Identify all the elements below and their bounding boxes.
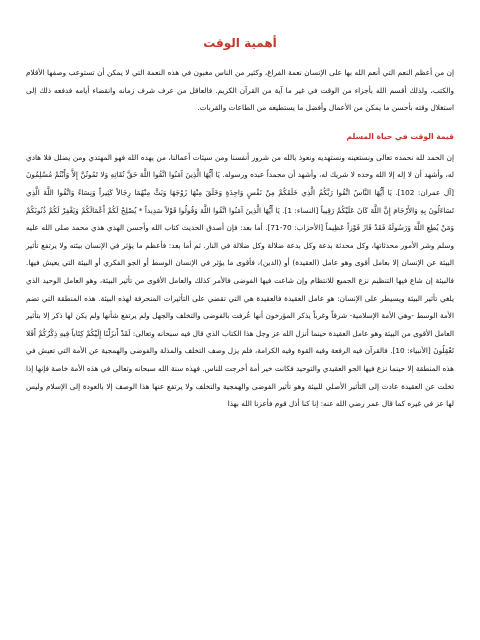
intro-paragraph: إن من أعظم النعم التي أنعم الله بها على الإنسان نعمة الفراغ، وكثير من الناس مغبون في هذه النعمة التي لا يمكن أن تستوعب وصفها الأقلام والكتب، ولذلك أقسم الله بأجزاء من الوقت في غير ما آية من القرآن الكريم. فالعاقل من عرف شرف زمانه وانقضاء أيامه فدفعه ذلك إلى استغلال وقته بأحسن ما يمكن من الأعمال وأفضل ما يستطيعه من الطاعات والقربات. bbox=[26, 68, 454, 113]
section-heading: قيمة الوقت في حياة المسلم bbox=[346, 131, 454, 141]
document-title: أهمية الوقت bbox=[203, 36, 277, 50]
body-paragraph: إن الحمد لله نحمده تعالى ونستعينه ونستهديه ونعوذ بالله من شرور أنفسنا ومن سيئات أعمالنا، من يهده الله فهو المهتدي ومن يضلل فلا هادي له، وأشهد أن لا إله إلا الله وحده لا شريك له، وأشهد أن محمداً عبده ورسوله. يَا أَيُّهَا الَّذِينَ آمَنُوا اتَّقُوا اللَّهَ حَقَّ تُقَاتِهِ وَلا تَمُوتُنَّ إِلاَّ وَأَنْتُمْ مُسْلِمُونَ [آل عمران: 102]. يَا أَيُّهَا النَّاسُ اتَّقُوا رَبَّكُمُ الَّذِي خَلَقَكُمْ مِنْ نَفْسٍ وَاحِدَةٍ وَخَلَقَ مِنْهَا زَوْجَهَا وَبَثَّ مِنْهُمَا رِجَالاً كَثِيراً وَنِسَاءً وَاتَّقُوا اللَّهَ الَّذِي تَسَاءَلُونَ بِهِ وَالأَرْحَامَ إِنَّ اللَّهَ كَانَ عَلَيْكُمْ رَقِيباً [النساء: 1]. يَا أَيُّهَا الَّذِينَ آمَنُوا اتَّقُوا اللَّهَ وَقُولُوا قَوْلاً سَدِيداً * يُصْلِحْ لَكُمْ أَعْمَالَكُمْ وَيَغْفِرْ لَكُمْ ذُنُوبَكُمْ وَمَنْ يُطِعِ اللَّهَ وَرَسُولَهُ فَقَدْ فَازَ فَوْزاً عَظِيماً [الأحزاب: 70-71]. أما بعد: فإن أصدق الحديث كتاب الله وأحسن الهدي هدي محمد صلى الله عليه وسلم وشر الأمور محدثاتها، وكل محدثة بدعة وكل بدعة ضلالة وكل ضلالة في النار. ثم أما بعد: فأعظم ما يؤثر في الإنسان بيئته ولا يرتفع تأثير البيئة عن الإنسان إلا بعامل أقوى وهو عامل (العقيدة) أو (الدين)، فأقوى ما يؤثر في الإنسان الوسط أو الجو الفكري أو البيئة التي يعيش فيها. فالبيئة إن شاع فيها التنظيم نزع الجميع للانتظام وإن شاعت فيها الفوضى فالأمر كذلك والعامل الأقوى من تأثير البيئة، وهو العامل الوحيد الذي يلغي تأثير البيئة ويسيطر على الإنسان: هو عامل العقيدة فالعقيدة هي التي تقضي على التأثيرات المنحرفة لهذه البيئة. هذه المنطقة التي تضم الأمة الوسط -وهي الأمة الإسلامية- شرقاً وغرباً يذكر المؤرخون أنها عُرفت بالفوضى والتخلف والجهل ولم يرتفع شأنها ولم يكن لها ذكر إلا بتأثير العامل الأقوى من البيئة وهو عامل العقيدة حينما أنزل الله عز وجل هذا الكتاب الذي قال فيه سبحانه وتعالى: لَقَدْ أَنزَلْنَا إِلَيْكُمْ كِتَاباً فِيهِ ذِكْرُكُمْ أَفَلا تَعْقِلُونَ [الأنبياء: 10]. فالقرآن فيه الرفعة وفيه القوة وفيه الكرامة، فلم يزل وصف التخلف والمذلة والفوضى والهمجية عن الأمة التي تعيش في هذه المنطقة إلا حينما نزع فيها الجو العقيدي والتوحيد فكانت خير أمة أخرجت للناس. فهذه سنة الله سبحانه وتعالى في هذه الأمة خاصة فإنها إذا تخلت عن العقيدة عادت إلى التأثير الأصلي للبيئة وهو تأثير الفوضى والهمجية والتخلف ولا يرتفع عنها هذا الوصف إلا بالعودة إلى الإسلام وليس لها عز في غيره كما قال عمر رضي الله عنه: إنا كنا أذل قوم فأعزنا الله بهذا bbox=[26, 152, 455, 409]
